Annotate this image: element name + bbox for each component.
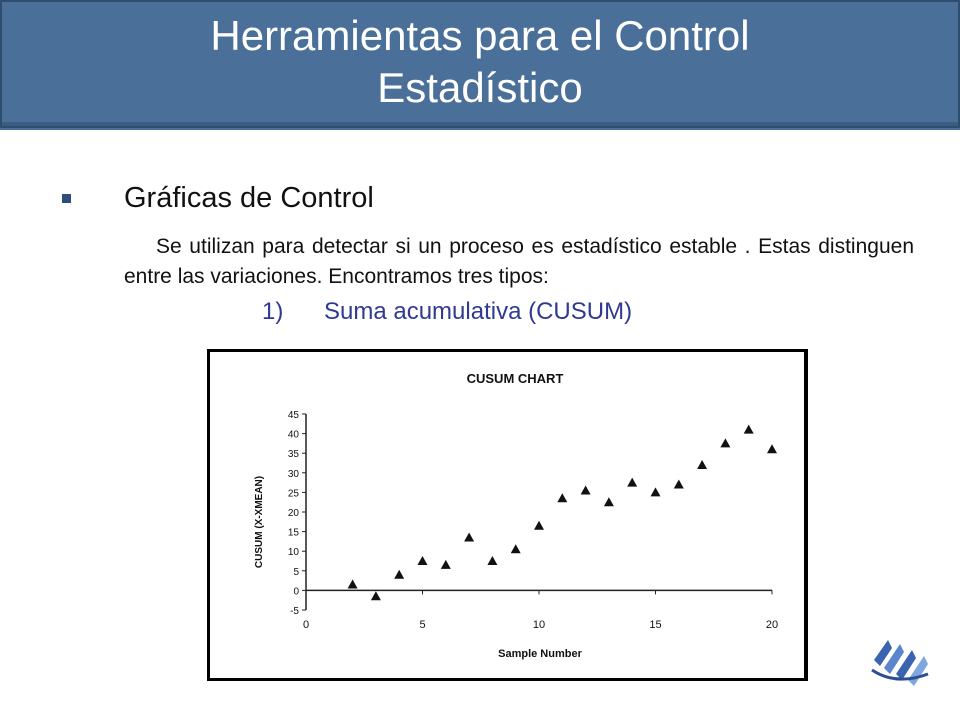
x-tick-label: 5 <box>419 619 426 631</box>
y-tick-label: 10 <box>287 547 299 559</box>
y-tick-label: 0 <box>293 586 299 598</box>
y-tick-label: 45 <box>287 410 299 421</box>
square-bullet-icon <box>62 194 71 203</box>
data-point-triangle <box>557 493 567 502</box>
slide-title <box>0 10 960 114</box>
y-tick-label: 35 <box>287 449 299 461</box>
slide-title-line-1: Herramientas para el Control <box>210 12 750 59</box>
x-tick-label: 15 <box>649 619 662 631</box>
chart-title: CUSUM CHART <box>466 371 564 386</box>
list-item-text: Suma acumulativa (CUSUM) <box>324 298 633 325</box>
slide-title-line-2: Estadístico <box>377 64 583 111</box>
data-point-triangle <box>487 556 497 565</box>
data-point-triangle <box>767 444 777 453</box>
y-tick-label: -5 <box>290 606 299 617</box>
data-point-triangle <box>720 438 730 447</box>
data-point-triangle <box>534 521 544 530</box>
y-tick-label: 15 <box>287 527 299 539</box>
description-paragraph <box>124 232 914 292</box>
y-tick-label: 20 <box>287 508 299 519</box>
data-point-triangle <box>394 570 404 579</box>
data-point-triangle <box>348 580 358 589</box>
data-point-triangle <box>627 478 637 487</box>
section-heading: Gráficas de Control <box>124 182 374 214</box>
numbered-list-item <box>262 298 632 326</box>
data-point-triangle <box>697 460 707 469</box>
y-tick-label: 25 <box>287 488 299 500</box>
data-point-triangle <box>441 560 451 569</box>
data-point-triangle <box>418 556 428 565</box>
cusum-chart <box>210 352 804 678</box>
title-underline <box>0 128 960 130</box>
y-axis-label: CUSUM (X-XMEAN) <box>254 475 265 569</box>
list-item-number: 1) <box>262 298 284 325</box>
x-tick-label: 0 <box>302 619 310 631</box>
data-point-triangle <box>511 544 521 553</box>
paragraph-text: Se utilizan para detectar si un proceso es estadístico estable . Estas distinguen entre las variaciones. Encontramos tres tipos: <box>124 235 914 288</box>
data-point-triangle <box>651 487 661 496</box>
data-point-triangle <box>581 485 591 494</box>
data-point-triangle <box>371 591 381 600</box>
data-point-triangle <box>674 480 684 489</box>
y-tick-label: 5 <box>293 566 299 578</box>
points-layer <box>348 425 777 601</box>
chart-frame <box>207 349 808 681</box>
x-tick-label: 20 <box>765 619 779 631</box>
y-tick-label: 40 <box>287 429 299 441</box>
y-tick-label: 30 <box>287 468 299 480</box>
x-tick-label: 10 <box>532 619 546 631</box>
x-axis-label: Sample Number <box>498 648 582 660</box>
data-point-triangle <box>464 532 474 541</box>
data-point-triangle <box>604 497 614 506</box>
axes-layer <box>306 414 772 610</box>
data-point-triangle <box>744 425 754 434</box>
ticks-layer <box>288 410 778 631</box>
wave-logo-icon <box>866 630 936 692</box>
